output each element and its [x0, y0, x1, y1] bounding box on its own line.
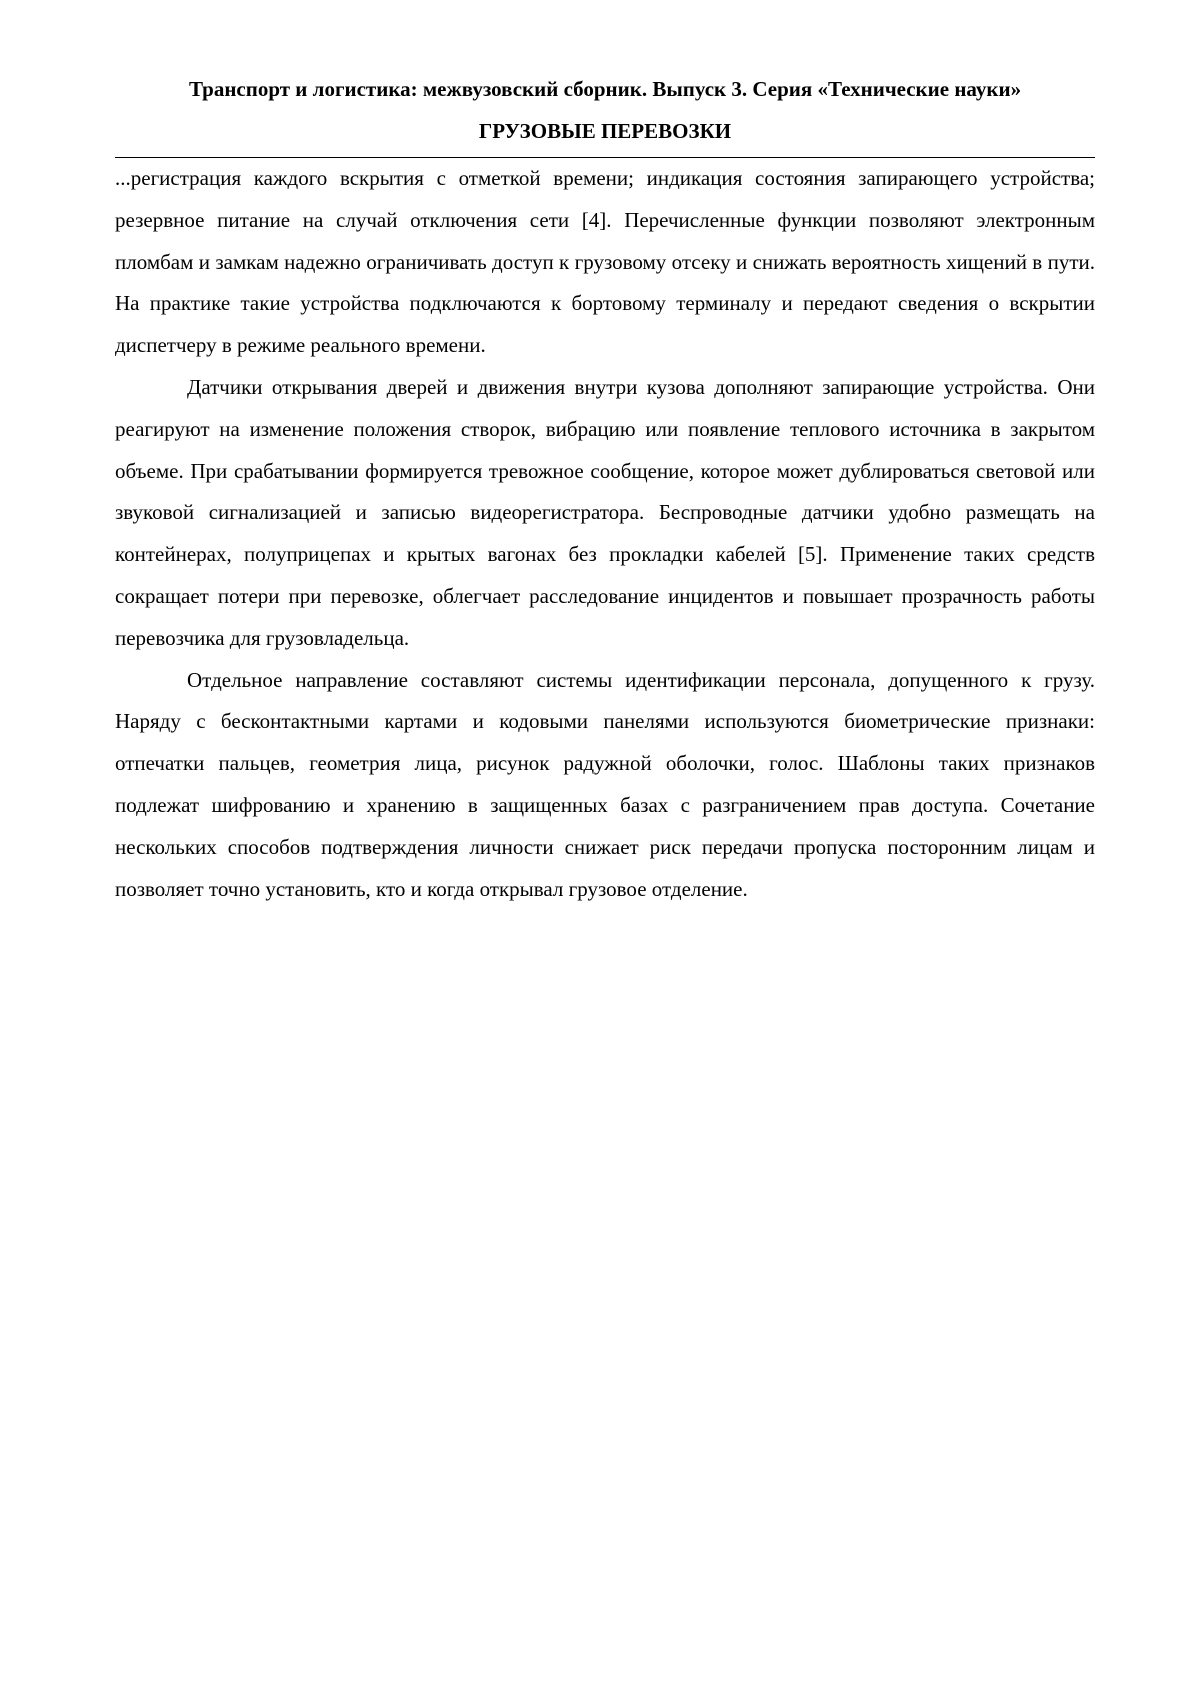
running-header [115, 68, 1095, 152]
section-title: ГРУЗОВЫЕ ПЕРЕВОЗКИ [478, 119, 732, 143]
journal-title-line: Транспорт и логистика: межвузовский сборник. Выпуск 3. Серия «Технические науки» [188, 77, 1022, 101]
paragraph-continued: ...регистрация каждого вскрытия с отметкой времени; индикация состояния запирающего устройства; резервное питание на случай отключения сети [4]. Перечисленные функции позволяют электронным пломбам и замкам надежно ограничивать доступ к грузовому отсеку и снижать вероятность хищений в пути. На практике такие устройства подключаются к бортовому терминалу и передают сведения о вскрытии диспетчеру в режиме реального времени. [115, 166, 1095, 358]
paragraph: Датчики открывания дверей и движения внутри кузова дополняют запирающие устройства. Они реагируют на изменение положения створок, вибрацию или появление теплового источника в закрытом объеме. При срабатывании формируется тревожное сообщение, которое может дублироваться световой или звуковой сигнализацией и записью видеорегистратора. Беспроводные датчики удобно размещать на контейнерах, полуприцепах и крытых вагонах без прокладки кабелей [5]. Применение таких средств сокращает потери при перевозке, облегчает расследование инцидентов и повышает прозрачность работы перевозчика для грузовладельца. [115, 374, 1095, 650]
paragraph: Отдельное направление составляют системы идентификации персонала, допущенного к грузу. Наряду с бесконтактными картами и кодовыми панелями используются биометрические признаки: отпечатки пальцев, геометрия лица, рисунок радужной оболочки, голос. Шаблоны таких признаков подлежат шифрованию и хранению в защищенных базах с разграничением прав доступа. Сочетание нескольких способов подтверждения личности снижает риск передачи пропуска посторонним лицам и позволяет точно установить, кто и когда открывал грузовое отделение. [115, 667, 1095, 901]
article-body [115, 158, 1095, 910]
